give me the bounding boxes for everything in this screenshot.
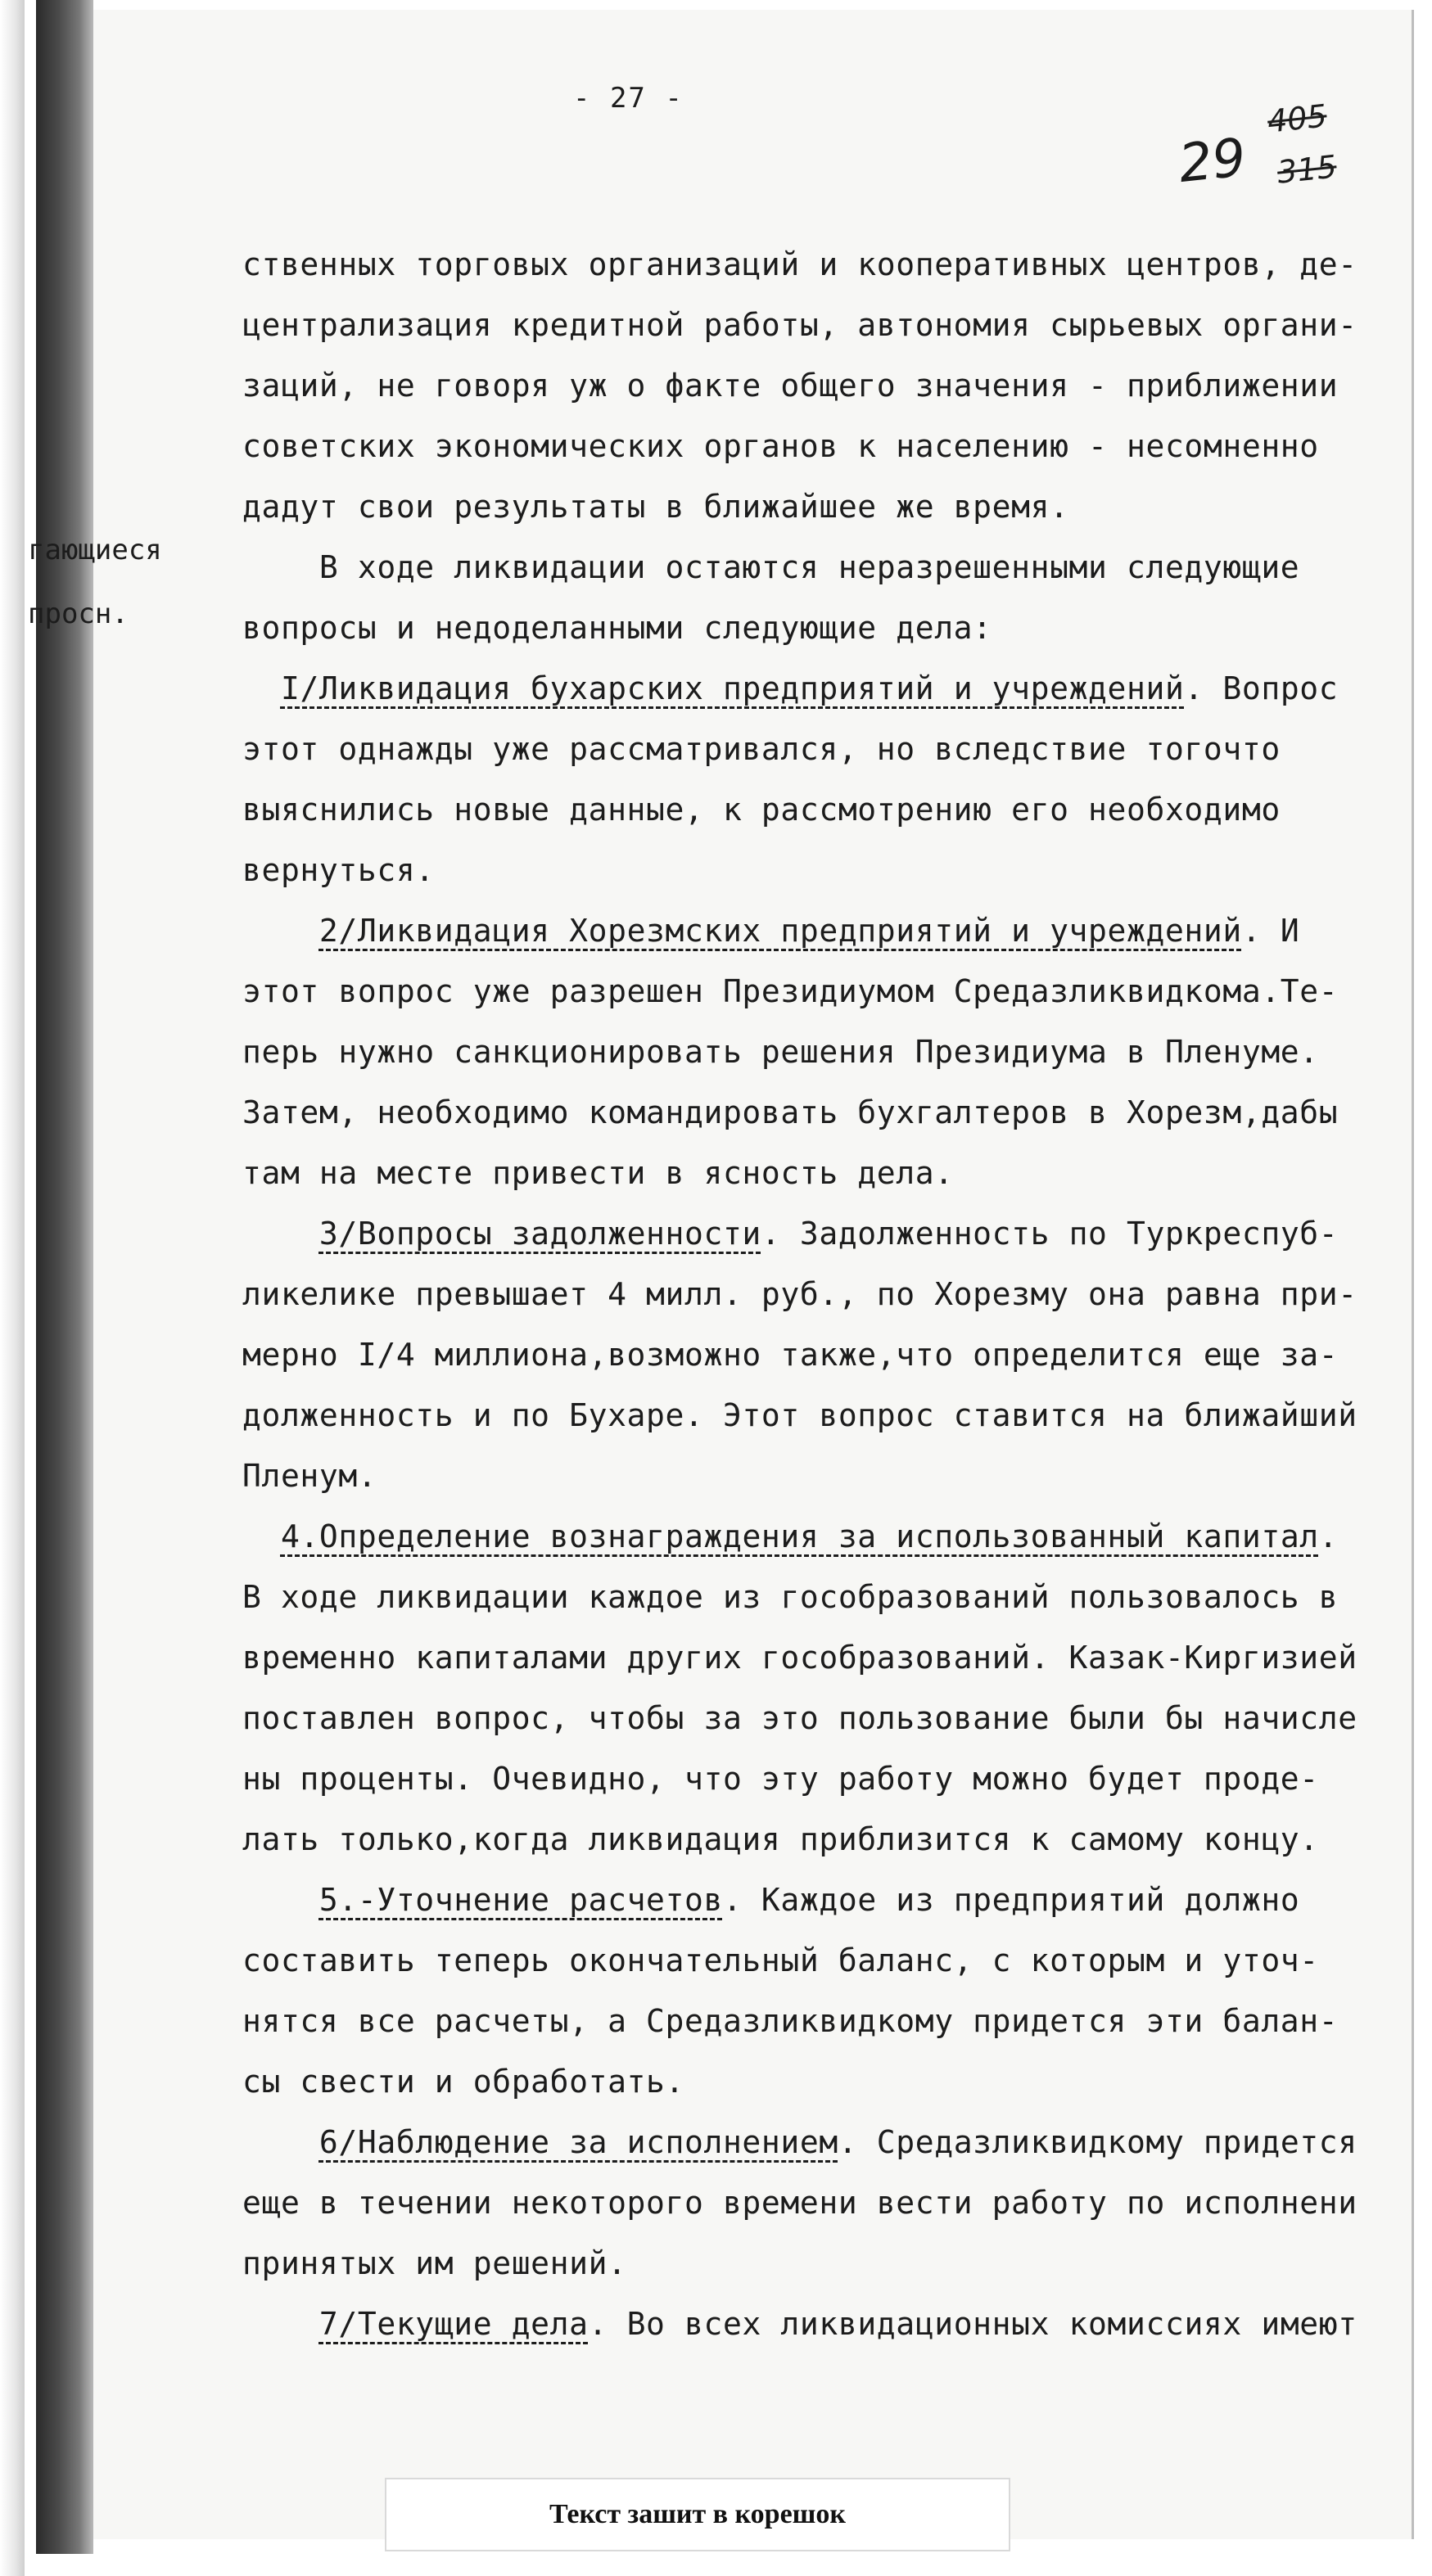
text-segment (242, 1518, 281, 1554)
margin-note: гающиеся (28, 534, 162, 566)
text-segment: принятых им решений. (242, 2245, 627, 2281)
margin-note: просн. (28, 598, 129, 630)
text-segment: временно капиталами других гособразований. Казак-Киргизией (242, 1640, 1357, 1676)
text-segment: дадут свои результаты в ближайшее же время. (242, 489, 1069, 525)
text-segment: . Во всех ликвидационных комиссиях имеют (588, 2306, 1357, 2342)
text-segment: перь нужно санкционировать решения Президиума в Пленуме. (242, 1034, 1319, 1070)
text-segment: . И (1241, 913, 1300, 949)
text-segment: ны проценты. Очевидно, что эту работу можно будет проде- (242, 1761, 1319, 1797)
text-segment (242, 2306, 319, 2342)
text-segment: . Каждое из предприятий должно (722, 1882, 1300, 1918)
text-line (242, 1870, 1421, 1930)
underlined-heading: 3/Вопросы задолженности (318, 1216, 761, 1252)
text-line (242, 1203, 1421, 1264)
text-segment: составить теперь окончательный баланс, с которым и уточ- (242, 1942, 1319, 1978)
text-line (242, 1324, 1421, 1385)
text-line (242, 840, 1421, 900)
text-line (242, 961, 1421, 1022)
text-segment (242, 1216, 319, 1252)
crossed-folio-number: 315 (1275, 148, 1339, 191)
text-line (242, 537, 1421, 598)
text-line (242, 1688, 1421, 1748)
binding-stamp-text: Текст зашит в корешок (549, 2499, 846, 2529)
text-segment: этот однажды уже рассматривался, но вследствие тогочто (242, 731, 1281, 767)
text-line (242, 355, 1421, 416)
typewritten-body (242, 234, 1421, 2354)
text-segment: Затем, необходимо командировать бухгалтеров в Хорезм,дабы (242, 1094, 1339, 1130)
text-segment: лать только,когда ликвидация приблизится к самому концу. (242, 1821, 1319, 1857)
text-segment: В ходе ликвидации остаются неразрешенными следующие (242, 549, 1300, 585)
text-segment: . Задолженность по Туркреспуб- (761, 1216, 1339, 1252)
text-segment: централизация кредитной работы, автономия сырьевых органи- (242, 307, 1357, 343)
underlined-heading: I/Ликвидация бухарских предприятий и учреждений (280, 670, 1185, 706)
text-line (242, 1022, 1421, 1082)
binding-strip (36, 0, 93, 2554)
text-line (242, 2172, 1421, 2233)
text-segment: Пленум. (242, 1458, 377, 1494)
archive-folio-marks (1176, 86, 1367, 209)
text-segment: долженность и по Бухаре. Этот вопрос ставится на ближайший (242, 1397, 1357, 1433)
text-segment: заций, не говоря уж о факте общего значения - приближении (242, 368, 1339, 404)
text-segment: . Средазликвидкому придется (838, 2124, 1357, 2160)
text-line (242, 1385, 1421, 1446)
text-segment: ственных торговых организаций и кооперативных центров, де- (242, 246, 1357, 282)
page-number: - 27 - (573, 82, 684, 115)
text-segment: сы свести и обработать. (242, 2064, 684, 2100)
text-line (242, 1930, 1421, 1991)
text-line (242, 295, 1421, 355)
underlined-heading: 2/Ликвидация Хорезмских предприятий и учреждений (318, 913, 1242, 949)
crossed-folio-number: 405 (1265, 97, 1329, 140)
text-line (242, 719, 1421, 779)
text-line (242, 1627, 1421, 1688)
text-segment: вернуться. (242, 852, 435, 888)
text-line (242, 598, 1421, 658)
text-segment: там на месте привести в ясность дела. (242, 1155, 954, 1191)
text-segment (242, 2124, 319, 2160)
text-segment: В ходе ликвидации каждое из гособразований пользовалось в (242, 1579, 1339, 1615)
text-segment: нятся все расчеты, а Средазликвидкому придется эти балан- (242, 2003, 1339, 2039)
text-line (242, 779, 1421, 840)
text-line (242, 1748, 1421, 1809)
text-line (242, 2294, 1421, 2354)
text-line (242, 658, 1421, 719)
text-line (242, 2233, 1421, 2294)
text-segment (242, 1882, 319, 1918)
scan-left-edge (0, 0, 25, 2576)
text-line (242, 1143, 1421, 1203)
text-segment: поставлен вопрос, чтобы за это пользование были бы начисле (242, 1700, 1357, 1736)
text-line (242, 1446, 1421, 1506)
underlined-heading: 5.-Уточнение расчетов (318, 1882, 723, 1918)
text-segment: советских экономических органов к населению - несомненно (242, 428, 1319, 464)
text-line (242, 1082, 1421, 1143)
text-segment: еще в течении некоторого времени вести работу по исполнени (242, 2185, 1357, 2221)
underlined-heading: 6/Наблюдение за исполнением (318, 2124, 838, 2160)
text-segment: мерно I/4 миллиона,возможно также,что определится еще за- (242, 1337, 1339, 1373)
text-line (242, 1506, 1421, 1567)
binding-stamp (385, 2478, 1010, 2551)
text-segment: ликелике превышает 4 милл. руб., по Хорезму она равна при- (242, 1276, 1357, 1312)
text-line (242, 234, 1421, 295)
text-line (242, 1264, 1421, 1324)
text-segment: . Вопрос (1184, 670, 1339, 706)
text-segment: . (1318, 1518, 1339, 1554)
text-segment (242, 670, 281, 706)
text-line (242, 1567, 1421, 1627)
text-segment: выяснились новые данные, к рассмотрению его необходимо (242, 792, 1281, 828)
underlined-heading: 7/Текущие дела (318, 2306, 589, 2342)
text-line (242, 1991, 1421, 2051)
text-line (242, 1809, 1421, 1870)
text-line (242, 2051, 1421, 2112)
text-segment: вопросы и недоделанными следующие дела: (242, 610, 992, 646)
text-segment: этот вопрос уже разрешен Президиумом Средазликвидкома.Те- (242, 973, 1339, 1009)
folio-number: 29 (1176, 127, 1249, 196)
text-segment (242, 913, 319, 949)
text-line (242, 2112, 1421, 2172)
text-line (242, 476, 1421, 537)
text-line (242, 416, 1421, 476)
text-line (242, 900, 1421, 961)
underlined-heading: 4.Определение вознаграждения за использованный капитал (280, 1518, 1319, 1554)
